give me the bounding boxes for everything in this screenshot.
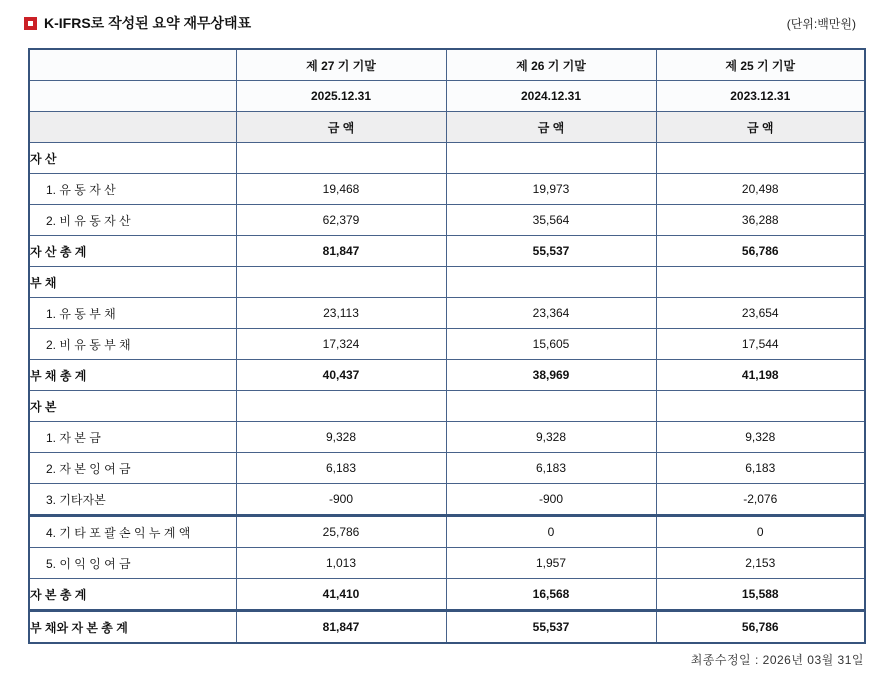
row-label-cell: 2. 비 유 동 부 채 bbox=[29, 329, 236, 360]
value-cell: 38,969 bbox=[446, 360, 656, 391]
row-label-cell: 부 채와 자 본 총 계 bbox=[29, 611, 236, 644]
value-cell: 6,183 bbox=[446, 453, 656, 484]
value-cell: 9,328 bbox=[236, 422, 446, 453]
value-cell bbox=[236, 267, 446, 298]
value-cell: 9,328 bbox=[446, 422, 656, 453]
row-label-cell: 자 산 bbox=[29, 143, 236, 174]
amount-header-26: 금 액 bbox=[446, 112, 656, 143]
value-cell: 41,410 bbox=[236, 579, 446, 611]
value-cell: -2,076 bbox=[656, 484, 865, 516]
value-cell: 17,324 bbox=[236, 329, 446, 360]
value-cell bbox=[236, 143, 446, 174]
table-row bbox=[29, 611, 865, 644]
row-label-cell: 자 본 bbox=[29, 391, 236, 422]
date-header-26: 2024.12.31 bbox=[446, 81, 656, 112]
table-row bbox=[29, 329, 865, 360]
value-cell: 55,537 bbox=[446, 611, 656, 644]
value-cell bbox=[656, 143, 865, 174]
value-cell bbox=[656, 267, 865, 298]
date-header-25: 2023.12.31 bbox=[656, 81, 865, 112]
value-cell: 23,364 bbox=[446, 298, 656, 329]
page-header bbox=[24, 10, 860, 36]
value-cell: 81,847 bbox=[236, 236, 446, 267]
value-cell: 56,786 bbox=[656, 236, 865, 267]
red-bullet-icon bbox=[24, 17, 37, 30]
table-row bbox=[29, 391, 865, 422]
value-cell: 17,544 bbox=[656, 329, 865, 360]
value-cell bbox=[446, 143, 656, 174]
value-cell: 0 bbox=[446, 516, 656, 548]
value-cell: 6,183 bbox=[656, 453, 865, 484]
row-label-cell: 2. 비 유 동 자 산 bbox=[29, 205, 236, 236]
value-cell: 1,013 bbox=[236, 548, 446, 579]
table-row bbox=[29, 236, 865, 267]
value-cell: 35,564 bbox=[446, 205, 656, 236]
value-cell: 25,786 bbox=[236, 516, 446, 548]
row-label-cell: 4. 기 타 포 괄 손 익 누 계 액 bbox=[29, 516, 236, 548]
row-label-cell: 자 본 총 계 bbox=[29, 579, 236, 611]
value-cell: 20,498 bbox=[656, 174, 865, 205]
corner-cell bbox=[29, 49, 236, 81]
value-cell: 23,654 bbox=[656, 298, 865, 329]
amount-header-27: 금 액 bbox=[236, 112, 446, 143]
table-row bbox=[29, 579, 865, 611]
table-row bbox=[29, 422, 865, 453]
date-header-row bbox=[29, 81, 865, 112]
row-label-cell: 5. 이 익 잉 여 금 bbox=[29, 548, 236, 579]
last-modified-label: 최종수정일 : 2026년 03월 31일 bbox=[690, 653, 864, 667]
value-cell: -900 bbox=[236, 484, 446, 516]
value-cell bbox=[446, 391, 656, 422]
financial-statement-table bbox=[28, 48, 866, 644]
row-label-cell: 자 산 총 계 bbox=[29, 236, 236, 267]
table-row bbox=[29, 143, 865, 174]
value-cell: 23,113 bbox=[236, 298, 446, 329]
period-header-row bbox=[29, 49, 865, 81]
value-cell: 55,537 bbox=[446, 236, 656, 267]
row-label-cell: 2. 자 본 잉 여 금 bbox=[29, 453, 236, 484]
value-cell: 36,288 bbox=[656, 205, 865, 236]
value-cell: 56,786 bbox=[656, 611, 865, 644]
period-header-26: 제 26 기 기말 bbox=[446, 49, 656, 81]
table-row bbox=[29, 548, 865, 579]
table-row bbox=[29, 298, 865, 329]
table-row bbox=[29, 453, 865, 484]
table-row bbox=[29, 516, 865, 548]
value-cell bbox=[446, 267, 656, 298]
value-cell: 9,328 bbox=[656, 422, 865, 453]
value-cell: 40,437 bbox=[236, 360, 446, 391]
period-header-27: 제 27 기 기말 bbox=[236, 49, 446, 81]
value-cell: 6,183 bbox=[236, 453, 446, 484]
table-row bbox=[29, 360, 865, 391]
value-cell: 62,379 bbox=[236, 205, 446, 236]
row-label-cell: 1. 자 본 금 bbox=[29, 422, 236, 453]
title-block bbox=[24, 13, 251, 33]
date-header-27: 2025.12.31 bbox=[236, 81, 446, 112]
value-cell bbox=[656, 391, 865, 422]
value-cell: 1,957 bbox=[446, 548, 656, 579]
value-cell bbox=[236, 391, 446, 422]
period-header-25: 제 25 기 기말 bbox=[656, 49, 865, 81]
row-label-cell: 부 채 총 계 bbox=[29, 360, 236, 391]
value-cell: 15,588 bbox=[656, 579, 865, 611]
table-row bbox=[29, 174, 865, 205]
corner-cell bbox=[29, 81, 236, 112]
row-label-cell: 부 채 bbox=[29, 267, 236, 298]
row-label-cell: 3. 기타자본 bbox=[29, 484, 236, 516]
value-cell: 0 bbox=[656, 516, 865, 548]
value-cell: 41,198 bbox=[656, 360, 865, 391]
table-row bbox=[29, 267, 865, 298]
table-header bbox=[29, 49, 865, 143]
amount-header-25: 금 액 bbox=[656, 112, 865, 143]
row-label-cell: 1. 유 동 자 산 bbox=[29, 174, 236, 205]
amount-header-row bbox=[29, 112, 865, 143]
page-title: K-IFRS로 작성된 요약 재무상태표 bbox=[44, 15, 252, 31]
value-cell: 2,153 bbox=[656, 548, 865, 579]
corner-cell bbox=[29, 112, 236, 143]
value-cell: 81,847 bbox=[236, 611, 446, 644]
value-cell: 16,568 bbox=[446, 579, 656, 611]
table-row bbox=[29, 205, 865, 236]
unit-label: (단위:백만원) bbox=[786, 16, 856, 31]
value-cell: 15,605 bbox=[446, 329, 656, 360]
value-cell: -900 bbox=[446, 484, 656, 516]
value-cell: 19,468 bbox=[236, 174, 446, 205]
table-row bbox=[29, 484, 865, 516]
row-label-cell: 1. 유 동 부 채 bbox=[29, 298, 236, 329]
table-body bbox=[29, 143, 865, 644]
value-cell: 19,973 bbox=[446, 174, 656, 205]
